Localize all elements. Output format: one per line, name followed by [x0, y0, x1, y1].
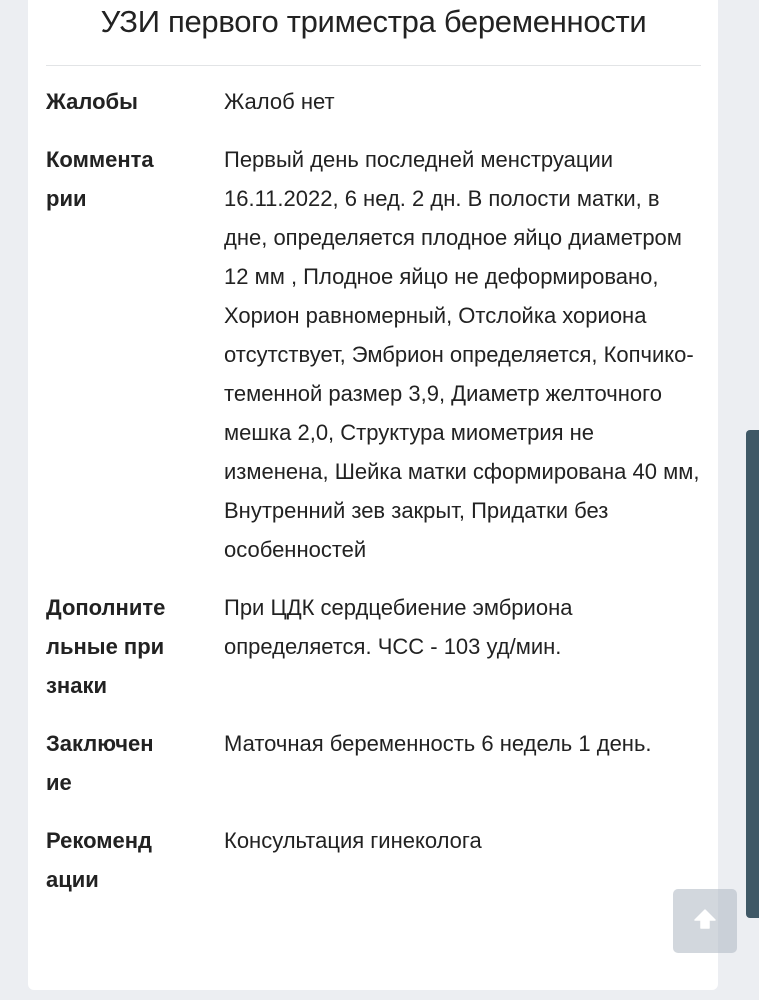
field-value: Маточная беременность 6 недель 1 день.: [224, 731, 652, 756]
field-value: При ЦДК сердцебиение эмбриона определяется. ЧСС - 103 уд/мин.: [224, 595, 573, 659]
report-fields: [46, 82, 701, 918]
field-label: Заключение: [46, 731, 154, 795]
arrow-up-icon: [693, 907, 717, 936]
scroll-to-top-button[interactable]: [673, 889, 737, 953]
page-title: УЗИ первого триместра беременности: [100, 4, 647, 39]
field-recommendations: [46, 821, 701, 899]
field-additional-signs: [46, 588, 701, 705]
field-comments: [46, 140, 701, 569]
field-label: Рекомендации: [46, 828, 152, 892]
field-complaints: [46, 82, 701, 121]
field-label: Комментарии: [46, 147, 154, 211]
scrollbar-thumb[interactable]: [746, 430, 759, 918]
field-label: Дополнительные признаки: [46, 595, 166, 698]
field-conclusion: [46, 724, 701, 802]
divider: [46, 65, 701, 66]
report-card: [28, 0, 718, 990]
field-value: Консультация гинеколога: [224, 828, 482, 853]
field-value: Первый день последней менструации 16.11.2022, 6 нед. 2 дн. В полости матки, в дне, определяется плодное яйцо диаметром 12 мм , Плодное яйцо не деформировано, Хорион равномерный, Отслойка хориона отсутствует, Эмбрион определяется, Копчико-теменной размер 3,9, Диаметр желточного мешка 2,0, Структура миометрия не изменена, Шейка матки сформирована 40 мм, Внутренний зев закрыт, Придатки без особенностей: [224, 147, 700, 562]
field-label: Жалобы: [46, 89, 138, 114]
field-value: Жалоб нет: [224, 89, 335, 114]
